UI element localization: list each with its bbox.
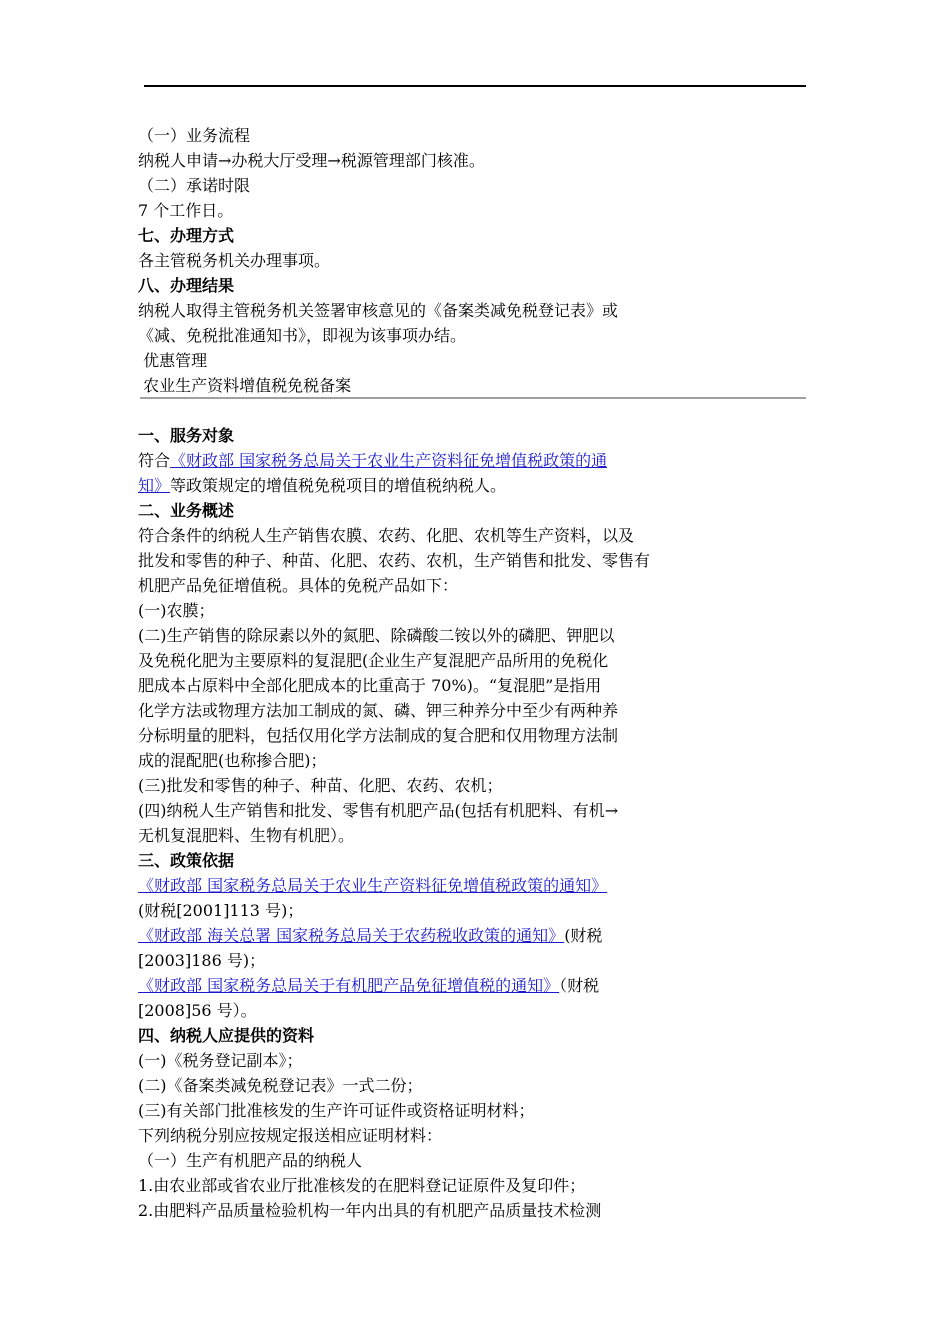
target-heading: 一、服务对象 bbox=[138, 426, 235, 445]
policy-ref-2003: (财税 bbox=[564, 926, 603, 945]
overview-line: 无机复混肥料、生物有机肥）。 bbox=[138, 826, 355, 845]
overview-heading: 二、业务概述 bbox=[138, 501, 235, 520]
policy-link-2001[interactable]: 《财政部 国家税务总局关于农业生产资料征免增值税政策的通知》 bbox=[138, 876, 608, 895]
overview-line: 机肥产品免征增值税。具体的免税产品如下： bbox=[138, 576, 459, 595]
result-text-2: 《减、免税批准通知书》，即视为该事项办结。 bbox=[138, 326, 467, 345]
policy-link-2008[interactable]: 《财政部 国家税务总局关于有机肥产品免征增值税的通知》 bbox=[138, 976, 560, 995]
method-text: 各主管税务机关办理事项。 bbox=[138, 251, 331, 270]
materials-line: （一）生产有机肥产品的纳税人 bbox=[138, 1151, 363, 1170]
materials-heading: 四、纳税人应提供的资料 bbox=[138, 1026, 315, 1045]
overview-line: 化学方法或物理方法加工制成的氮、磷、钾三种养分中至少有两种养 bbox=[138, 701, 619, 720]
overview-line: (四)纳税人生产销售和批发、零售有机肥产品(包括有机肥料、有机→ bbox=[138, 801, 619, 820]
limit-text: 7 个工作日。 bbox=[138, 201, 234, 220]
process-text: 纳税人申请→办税大厅受理→税源管理部门核准。 bbox=[138, 151, 485, 170]
section-rule bbox=[140, 397, 806, 399]
materials-line: (一)《税务登记副本》； bbox=[138, 1051, 303, 1070]
materials-line: 1.由农业部或省农业厅批准核发的在肥料登记证原件及复印件； bbox=[138, 1176, 586, 1195]
header-rule bbox=[144, 85, 806, 87]
overview-line: 及免税化肥为主要原料的复混肥(企业生产复混肥产品所用的免税化 bbox=[138, 651, 609, 670]
method-heading: 七、办理方式 bbox=[138, 226, 235, 245]
category-label: 优惠管理 bbox=[138, 351, 208, 370]
policy-link-2003[interactable]: 《财政部 海关总署 国家税务总局关于农药税收政策的通知》 bbox=[138, 926, 565, 945]
overview-line: 分标明量的肥料，包括仅用化学方法制成的复合肥和仅用物理方法制 bbox=[138, 726, 619, 745]
overview-line: (一)农膜； bbox=[138, 601, 215, 620]
result-heading: 八、办理结果 bbox=[138, 276, 235, 295]
overview-line: (二)生产销售的除尿素以外的氮肥、除磷酸二铵以外的磷肥、钾肥以 bbox=[138, 626, 615, 645]
limit-heading: （二）承诺时限 bbox=[138, 176, 251, 195]
materials-line: 2.由肥料产品质量检验机构一年内出具的有机肥产品质量技术检测 bbox=[138, 1201, 602, 1220]
policy-line-2b: [2003]186 号)； bbox=[138, 951, 266, 970]
process-heading: （一）业务流程 bbox=[138, 126, 251, 145]
result-text-1: 纳税人取得主管税务机关签署审核意见的《备案类减免税登记表》或 bbox=[138, 301, 619, 320]
materials-line: 下列纳税分别应按规定报送相应证明材料： bbox=[138, 1126, 443, 1145]
policy-doc-link[interactable]: 《财政部 国家税务总局关于农业生产资料征免增值税政策的通 bbox=[170, 451, 608, 470]
overview-line: 符合条件的纳税人生产销售农膜、农药、化肥、农机等生产资料，以及 bbox=[138, 526, 635, 545]
overview-line: 批发和零售的种子、种苗、化肥、农药、农机，生产销售和批发、零售有 bbox=[138, 551, 651, 570]
target-line-1 bbox=[138, 449, 713, 473]
target-line-2 bbox=[138, 474, 713, 498]
policy-line-1b: (财税[2001]113 号)； bbox=[138, 901, 304, 920]
policy-doc-link-cont[interactable]: 知》 bbox=[138, 476, 171, 495]
overview-line: 肥成本占原料中全部化肥成本的比重高于 70%)。“复混肥”是指用 bbox=[138, 676, 602, 695]
policy-line-3b: [2008]56 号）。 bbox=[138, 1001, 257, 1020]
overview-line: (三)批发和零售的种子、种苗、化肥、农药、农机； bbox=[138, 776, 503, 795]
target-prefix: 符合 bbox=[138, 451, 171, 470]
materials-line: (三)有关部门批准核发的生产许可证件或资格证明材料； bbox=[138, 1101, 535, 1120]
materials-line: (二)《备案类减免税登记表》一式二份； bbox=[138, 1076, 423, 1095]
policy-line-3 bbox=[138, 974, 713, 998]
target-suffix: 等政策规定的增值税免税项目的增值税纳税人。 bbox=[170, 476, 507, 495]
policy-line-2 bbox=[138, 924, 713, 948]
policy-ref-2008: （财税 bbox=[559, 976, 600, 995]
overview-line: 成的混配肥(也称掺合肥)； bbox=[138, 751, 327, 770]
item-title: 农业生产资料增值税免税备案 bbox=[138, 376, 352, 395]
policy-heading: 三、政策依据 bbox=[138, 851, 235, 870]
policy-line-1 bbox=[138, 874, 713, 898]
